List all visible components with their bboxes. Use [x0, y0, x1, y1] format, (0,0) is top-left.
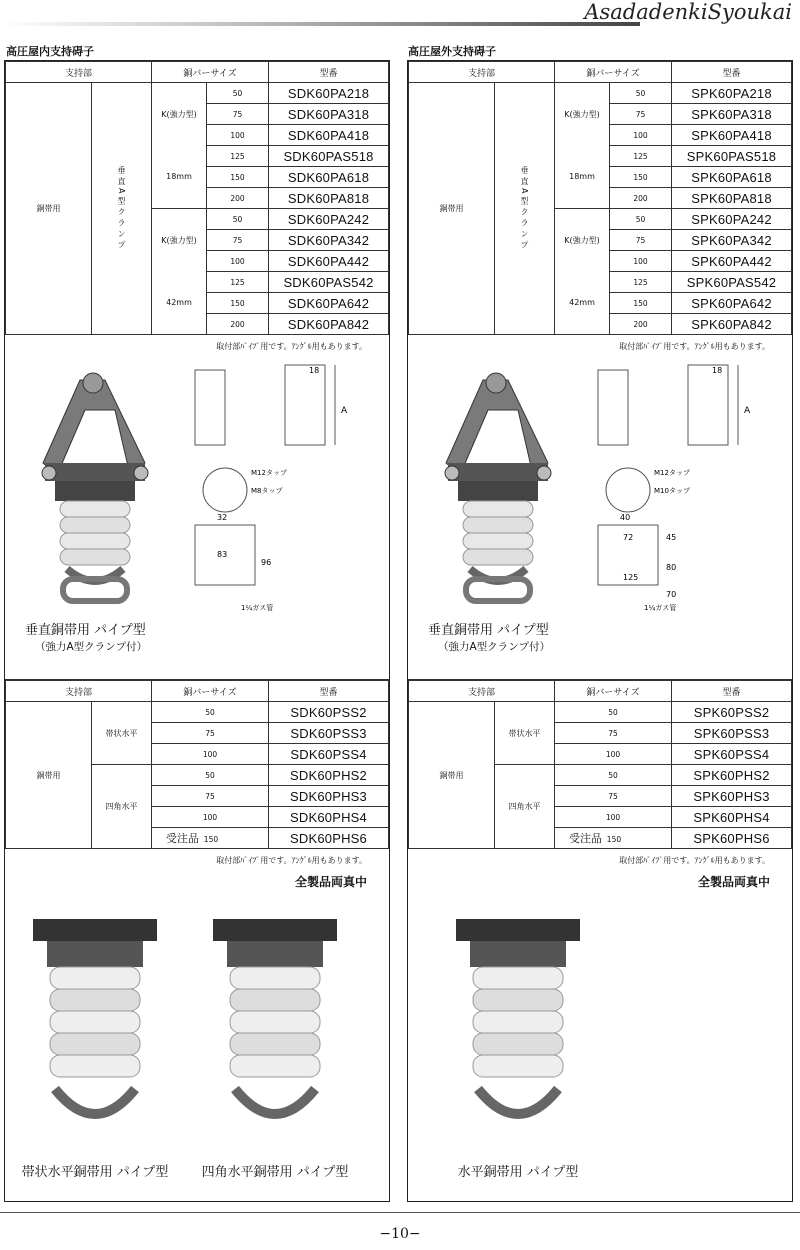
size-cell: 75: [555, 786, 672, 807]
size-cell: 50: [555, 765, 672, 786]
model-cell: SPK60PA618: [672, 167, 792, 188]
size-cell: 150: [610, 293, 672, 314]
size-cell: 200: [610, 188, 672, 209]
model-cell: SPK60PSS3: [672, 723, 792, 744]
size-cell: 50: [207, 83, 269, 104]
insulator-photo: [33, 919, 157, 1114]
product-photo-area-2: [408, 849, 792, 1211]
product-photo-area: [5, 335, 389, 680]
size-cell: 100: [610, 251, 672, 272]
clamp-table: [5, 61, 389, 335]
model-cell: SPK60PHS3: [672, 786, 792, 807]
insulator-photo: [456, 919, 580, 1114]
thickness-cell: 42mm: [555, 272, 610, 335]
size-cell: 125: [610, 146, 672, 167]
clamp-cell: 垂直A型クランプ: [92, 83, 152, 335]
order-size: 150: [203, 835, 219, 844]
type-cell: 四角水平: [92, 765, 152, 849]
type-cell: 帯状水平: [495, 702, 555, 765]
mount-note: 取付部ﾊﾟｲﾌﾟ用です。ｱﾝｸﾞﾙ用もあります。: [619, 342, 770, 351]
th-support: 支持部: [6, 681, 152, 702]
model-cell: SDK60PSS4: [269, 744, 389, 765]
dim-18: 18: [712, 366, 723, 375]
model-cell: SDK60PAS542: [269, 272, 389, 293]
model-cell: SPK60PSS4: [672, 744, 792, 765]
size-cell: 50: [610, 83, 672, 104]
size-cell: 100: [555, 807, 672, 828]
size-cell: 150: [610, 167, 672, 188]
size-cell: 75: [152, 723, 269, 744]
model-cell: SDK60PHS2: [269, 765, 389, 786]
th-bar-size: 銅バーサイズ: [152, 681, 269, 702]
all-products-note: 全製品両真中: [697, 875, 770, 889]
dim-m12: M12タップ: [251, 469, 287, 477]
dim-width: 40: [620, 513, 631, 522]
horizontal-insulator-illustration: [408, 849, 792, 1211]
mount-note: 取付部ﾊﾟｲﾌﾟ用です。ｱﾝｸﾞﾙ用もあります。: [216, 342, 367, 351]
dim-125: 125: [623, 573, 639, 582]
size-cell: 150: [207, 167, 269, 188]
dim-96: 96: [261, 558, 272, 567]
dim-83: 83: [217, 550, 228, 559]
order-size-cell: [555, 828, 672, 849]
size-cell: 75: [555, 723, 672, 744]
photo-caption: 四角水平銅帯用 パイプ型: [201, 1165, 349, 1180]
order-size: 150: [606, 835, 622, 844]
th-bar-size: 銅バーサイズ: [555, 62, 672, 83]
indoor-title: 高圧屋内支持碍子: [6, 45, 94, 58]
insulator-illustration: [5, 335, 389, 615]
a-clamp-image: [42, 373, 148, 481]
size-cell: 125: [610, 272, 672, 293]
insulator-body-image: [458, 481, 538, 601]
clamp-table: [408, 61, 792, 335]
type-cell: 四角水平: [495, 765, 555, 849]
model-cell: SPK60PA818: [672, 188, 792, 209]
mount-note: 取付部ﾊﾟｲﾌﾟ用です。ｱﾝｸﾞﾙ用もあります。: [619, 856, 770, 865]
th-bar-size: 銅バーサイズ: [555, 681, 672, 702]
photo-caption: 帯状水平銅帯用 パイプ型: [21, 1165, 169, 1180]
type-cell: K(強力型): [152, 209, 207, 272]
a-clamp-image: [445, 373, 551, 481]
size-cell: 50: [610, 209, 672, 230]
insulator-illustration: [408, 335, 792, 615]
dim-45: 45: [666, 533, 677, 542]
model-cell: SDK60PHS6: [269, 828, 389, 849]
model-cell: SDK60PA818: [269, 188, 389, 209]
type-cell: 帯状水平: [92, 702, 152, 765]
brand-title: AsadadenkiSyoukai: [584, 0, 792, 24]
model-cell: SPK60PA642: [672, 293, 792, 314]
size-cell: 200: [610, 314, 672, 335]
size-cell: 75: [207, 230, 269, 251]
model-cell: SPK60PA418: [672, 125, 792, 146]
dim-80: 80: [666, 563, 677, 572]
model-cell: SDK60PAS518: [269, 146, 389, 167]
size-cell: 100: [207, 125, 269, 146]
product-photo-area-2: [5, 849, 389, 1211]
model-cell: SDK60PHS3: [269, 786, 389, 807]
dim-pipe: 1¼ガス管: [644, 604, 677, 612]
photo-subcaption: （強力A型クランプ付）: [438, 641, 551, 653]
model-cell: SDK60PSS3: [269, 723, 389, 744]
footer-rule: [0, 1212, 800, 1213]
size-cell: 125: [207, 272, 269, 293]
model-cell: SPK60PA842: [672, 314, 792, 335]
mount-note: 取付部ﾊﾟｲﾌﾟ用です。ｱﾝｸﾞﾙ用もあります。: [216, 856, 367, 865]
category-cell: 銅帯用: [6, 83, 92, 335]
page-number: −10−: [379, 1226, 421, 1242]
dim-width: 32: [217, 513, 228, 522]
photo-caption: 水平銅帯用 パイプ型: [457, 1165, 579, 1180]
clamp-cell: 垂直A型クランプ: [495, 83, 555, 335]
th-support: 支持部: [409, 62, 555, 83]
dim-m8: M8タップ: [251, 487, 283, 495]
type-cell: K(強力型): [555, 209, 610, 272]
model-cell: SDK60PSS2: [269, 702, 389, 723]
dim-18: 18: [309, 366, 320, 375]
type-cell: K(強力型): [555, 83, 610, 146]
size-cell: 125: [207, 146, 269, 167]
insulator-photo: [213, 919, 337, 1114]
insulator-body-image: [55, 481, 135, 601]
model-cell: SDK60PA842: [269, 314, 389, 335]
dim-pipe: 1¼ガス管: [241, 604, 274, 612]
th-bar-size: 銅バーサイズ: [152, 62, 269, 83]
photo-caption: 垂直銅帯用 パイプ型: [428, 623, 549, 638]
th-support: 支持部: [6, 62, 152, 83]
all-products-note: 全製品両真中: [294, 875, 367, 889]
order-label: 受注品: [166, 832, 200, 845]
model-cell: SDK60PA418: [269, 125, 389, 146]
outdoor-title: 高圧屋外支持碍子: [408, 45, 496, 58]
product-photo-area: [408, 335, 792, 680]
size-cell: 100: [207, 251, 269, 272]
size-cell: 50: [555, 702, 672, 723]
dim-a: A: [341, 406, 348, 416]
size-cell: 100: [610, 125, 672, 146]
model-cell: SDK60PA342: [269, 230, 389, 251]
model-cell: SPK60PA342: [672, 230, 792, 251]
size-cell: 100: [555, 744, 672, 765]
model-cell: SPK60PA218: [672, 83, 792, 104]
indoor-panel: [4, 60, 390, 1202]
horizontal-table: [408, 680, 792, 849]
size-cell: 75: [610, 230, 672, 251]
model-cell: SPK60PA442: [672, 251, 792, 272]
thickness-cell: 18mm: [152, 146, 207, 209]
model-cell: SPK60PAS518: [672, 146, 792, 167]
order-label: 受注品: [569, 832, 603, 845]
dim-70: 70: [666, 590, 677, 599]
size-cell: 75: [207, 104, 269, 125]
model-cell: SDK60PA242: [269, 209, 389, 230]
model-cell: SDK60PHS4: [269, 807, 389, 828]
dim-a: A: [744, 406, 751, 416]
size-cell: 150: [207, 293, 269, 314]
model-cell: SDK60PA442: [269, 251, 389, 272]
model-cell: SDK60PA642: [269, 293, 389, 314]
model-cell: SDK60PA618: [269, 167, 389, 188]
category-cell: 銅帯用: [409, 702, 495, 849]
size-cell: 200: [207, 314, 269, 335]
model-cell: SPK60PHS6: [672, 828, 792, 849]
size-cell: 200: [207, 188, 269, 209]
type-cell: K(強力型): [152, 83, 207, 146]
thickness-cell: 18mm: [555, 146, 610, 209]
photo-subcaption: （強力A型クランプ付）: [35, 641, 148, 653]
order-size-cell: [152, 828, 269, 849]
size-cell: 75: [152, 786, 269, 807]
thickness-cell: 42mm: [152, 272, 207, 335]
model-cell: SPK60PSS2: [672, 702, 792, 723]
model-cell: SDK60PA318: [269, 104, 389, 125]
model-cell: SPK60PHS2: [672, 765, 792, 786]
model-cell: SPK60PAS542: [672, 272, 792, 293]
model-cell: SPK60PHS4: [672, 807, 792, 828]
photo-caption: 垂直銅帯用 パイプ型: [25, 623, 146, 638]
dim-m8: M10タップ: [654, 487, 690, 495]
model-cell: SDK60PA218: [269, 83, 389, 104]
size-cell: 50: [207, 209, 269, 230]
th-model: 型番: [672, 62, 792, 83]
size-cell: 50: [152, 765, 269, 786]
th-model: 型番: [672, 681, 792, 702]
dim-m12: M12タップ: [654, 469, 690, 477]
th-model: 型番: [269, 681, 389, 702]
size-cell: 100: [152, 744, 269, 765]
header-rule: [0, 22, 640, 26]
horizontal-insulator-illustration: [5, 849, 389, 1211]
size-cell: 100: [152, 807, 269, 828]
th-support: 支持部: [409, 681, 555, 702]
horizontal-table: [5, 680, 389, 849]
size-cell: 50: [152, 702, 269, 723]
category-cell: 銅帯用: [6, 702, 92, 849]
model-cell: SPK60PA242: [672, 209, 792, 230]
model-cell: SPK60PA318: [672, 104, 792, 125]
outdoor-panel: [407, 60, 793, 1202]
size-cell: 75: [610, 104, 672, 125]
category-cell: 銅帯用: [409, 83, 495, 335]
th-model: 型番: [269, 62, 389, 83]
dim-72: 72: [623, 533, 634, 542]
